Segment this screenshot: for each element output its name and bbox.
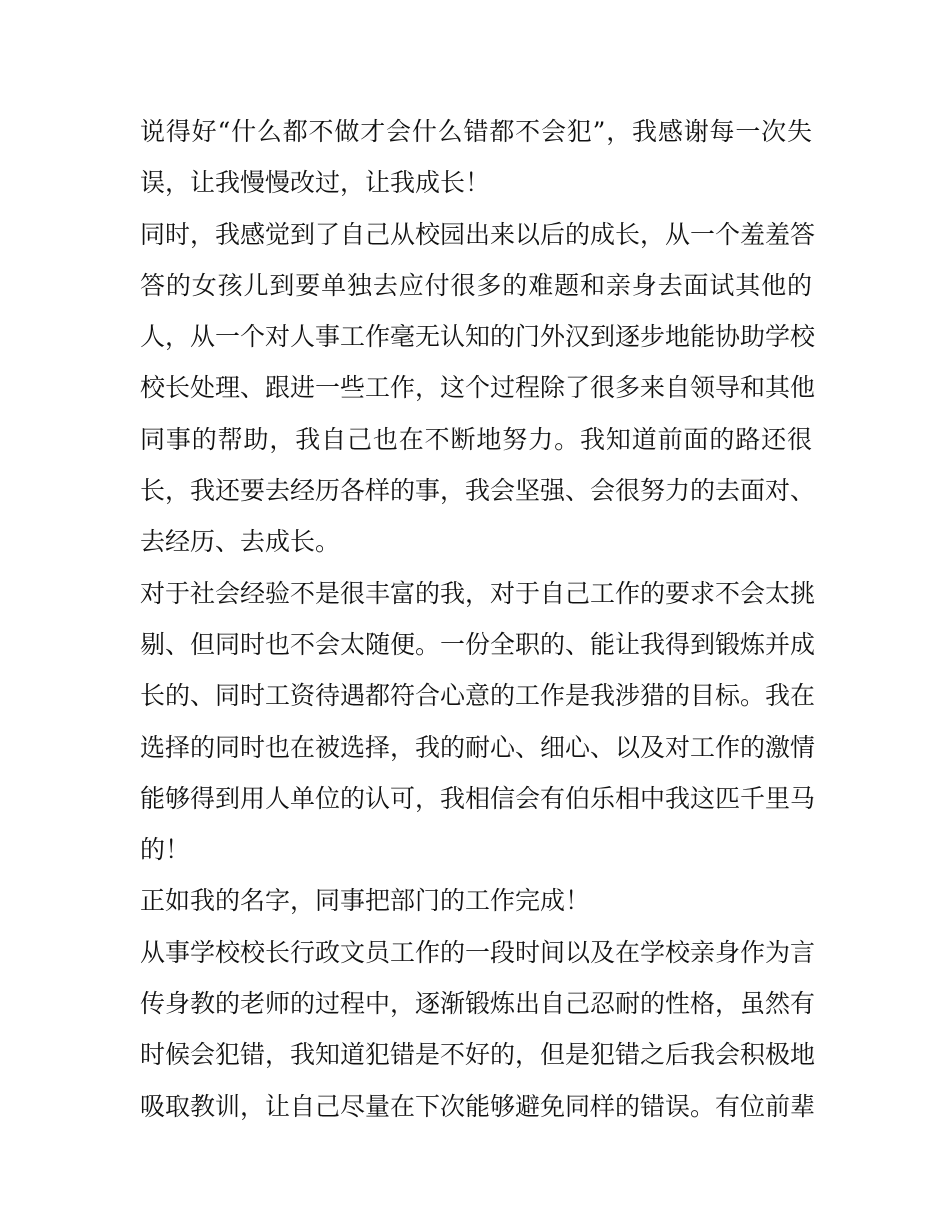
text-line: 答的女孩儿到要单独去应付很多的难题和亲身去面试其他的 [140,270,812,300]
text-line: 去经历、去成长。 [140,527,341,557]
text-line: 正如我的名字，同事把部门的工作完成！ [140,886,591,916]
text-line: 剔、但同时也不会太随便。一份全职的、能让我得到锻炼并成 [140,629,816,659]
text-line: 长的、同时工资待遇都符合心意的工作是我涉猎的目标。我在 [140,681,816,711]
text-line: 人，从一个对人事工作毫无认知的门外汉到逐步地能协助学校 [140,322,816,352]
text-line: 误，让我慢慢改过，让我成长！ [140,168,491,198]
text-line: 选择的同时也在被选择，我的耐心、细心、以及对工作的激情 [140,732,816,762]
text-line: 同事的帮助，我自己也在不断地努力。我知道前面的路还很 [140,424,812,454]
text-line: 时候会犯错，我知道犯错是不好的，但是犯错之后我会积极地 [140,1040,816,1070]
text-line: 的！ [140,835,191,865]
document-body [140,106,816,1132]
text-line: 同时，我感觉到了自己从校园出来以后的成长，从一个羞羞答 [140,219,816,249]
text-line: 对于社会经验不是很丰富的我，对于自己工作的要求不会太挑 [140,578,816,608]
text-line: 长，我还要去经历各样的事，我会坚强、会很努力的去面对、 [140,476,816,506]
text-line: 传身教的老师的过程中，逐渐锻炼出自己忍耐的性格，虽然有 [140,989,816,1019]
text-line: 从事学校校长行政文员工作的一段时间以及在学校亲身作为言 [140,937,816,967]
text-line: 能够得到用人单位的认可，我相信会有伯乐相中我这匹千里马 [140,783,816,813]
text-line: 校长处理、跟进一些工作，这个过程除了很多来自领导和其他 [140,373,816,403]
text-line: 说得好“什么都不做才会什么错都不会犯”，我感谢每一次失 [140,117,812,146]
text-line: 吸取教训，让自己尽量在下次能够避免同样的错误。有位前辈 [140,1091,816,1121]
